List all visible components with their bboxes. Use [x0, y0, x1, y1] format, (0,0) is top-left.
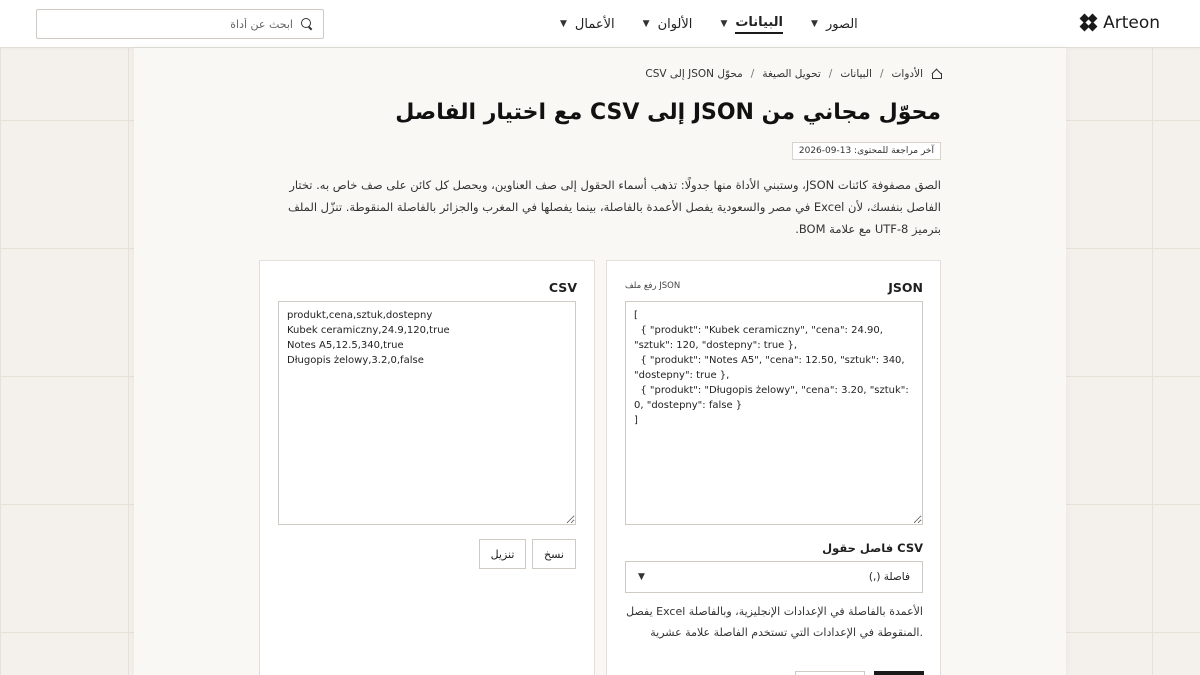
breadcrumb-separator: / — [750, 68, 755, 80]
nav-item-colors[interactable] — [643, 0, 693, 48]
breadcrumb-item-format[interactable]: تحويل الصيغة — [762, 68, 821, 80]
download-button[interactable]: تنزيل — [479, 539, 526, 569]
breadcrumb-separator: / — [879, 68, 884, 80]
primary-button[interactable] — [874, 671, 924, 675]
breadcrumb-item-current: محوّل JSON إلى CSV — [645, 68, 743, 80]
upload-json-link[interactable]: رفع ملف JSON — [625, 281, 681, 291]
nav-label: البيانات — [735, 15, 783, 34]
json-heading: JSON — [888, 280, 923, 295]
home-icon[interactable] — [931, 69, 941, 79]
csv-output[interactable]: produkt,cena,sztuk,dostepny Kubek ceramiczny,24.9,120,true Notes A5,12.5,340,true Długopis żelowy,3.2,0,false — [278, 301, 576, 525]
copy-button[interactable]: نسخ — [532, 539, 576, 569]
nav-item-images[interactable] — [811, 0, 858, 48]
brand-logo[interactable] — [1081, 13, 1160, 33]
separator-selected-value: فاصلة (,) — [868, 571, 910, 583]
nav-label: الأعمال — [574, 16, 615, 32]
page-title: محوّل مجاني من JSON إلى CSV مع اختيار الفاصل — [395, 100, 941, 125]
breadcrumb-item-data[interactable]: البيانات — [840, 68, 872, 80]
page-description: الصق مصفوفة كائنات JSON، وستبني الأداة منها جدولًا: تذهب أسماء الحقول إلى صف العناوين، ويحصل كل كائن على صف خاص به. تختار الفاصل بنفسك، لأن Excel في مصر والسعودية يفصل الأعمدة بالفاصلة، بينما يفصلها في المغرب والجزائر بالفاصلة المنقوطة. تنزّل الملف بترميز UTF-8 مع علامة BOM. — [287, 178, 941, 236]
breadcrumb-separator: / — [828, 68, 833, 80]
search-icon[interactable] — [301, 18, 313, 30]
json-panel — [606, 260, 941, 675]
separator-select[interactable] — [625, 561, 923, 593]
breadcrumb-item-tools[interactable]: الأدوات — [891, 68, 923, 80]
logo-mark-icon — [1081, 15, 1097, 31]
review-date-badge: آخر مراجعة للمحتوى: 13-09-2026 — [792, 142, 941, 160]
main-card — [134, 48, 1066, 675]
bottom-buttons — [795, 671, 925, 675]
nav-item-business[interactable] — [560, 0, 615, 48]
main-nav — [560, 0, 858, 48]
chevron-down-icon: ▼ — [560, 19, 567, 29]
separator-hint: يفصل Excel الأعمدة بالفاصلة في الإعدادات الإنجليزية، وبالفاصلة المنقوطة في الإعدادات التي تستخدم الفاصلة علامة عشرية. — [626, 605, 923, 639]
nav-label: الألوان — [657, 16, 693, 32]
secondary-button[interactable] — [795, 671, 865, 675]
json-input[interactable]: [ { "produkt": "Kubek ceramiczny", "cena": 24.90, "sztuk": 120, "dostepny": true }, { "produkt": "Notes A5", "cena": 12.50, "sztuk": 340, "dostepny": true }, { "produkt": "Długopis żelowy", "cena": 3.20, "sztuk": 0, "dostepny": false } ] — [625, 301, 923, 525]
brand-name: Arteon — [1103, 13, 1160, 33]
chevron-down-icon: ▼ — [638, 572, 645, 582]
top-navbar — [0, 0, 1200, 48]
nav-item-data[interactable] — [720, 0, 783, 48]
nav-label: الصور — [825, 16, 858, 32]
separator-label: فاصل حقول CSV — [822, 541, 923, 555]
chevron-down-icon: ▼ — [811, 19, 818, 29]
chevron-down-icon: ▼ — [642, 19, 650, 29]
csv-panel — [259, 260, 595, 675]
search-input[interactable] — [47, 18, 293, 31]
search-box — [36, 9, 324, 39]
breadcrumb — [645, 68, 941, 80]
chevron-down-icon: ▼ — [720, 19, 728, 29]
csv-heading: CSV — [548, 280, 577, 295]
